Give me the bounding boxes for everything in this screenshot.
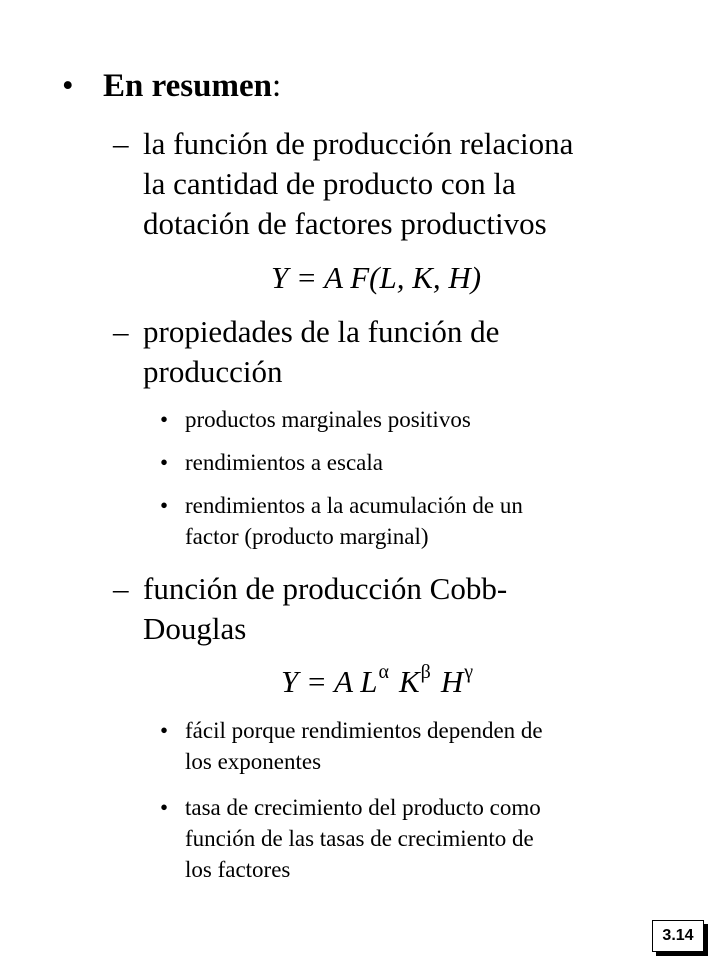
- item3-subitem-1-line-1: fácil porque rendimientos dependen de: [185, 718, 543, 743]
- item3-subitem-2-line-1: tasa de crecimiento del producto como: [185, 795, 541, 820]
- bullet-marker: •: [62, 68, 74, 104]
- gamma-exponent: γ: [464, 661, 474, 683]
- item2-subitem-3-line-1: rendimientos a la acumulación de un: [185, 493, 523, 518]
- alpha-exponent: α: [378, 661, 389, 683]
- cobb-douglas-formula: [281, 661, 483, 699]
- formula-base: Y = A L: [281, 664, 378, 699]
- beta-exponent: β: [420, 661, 431, 683]
- dash-marker: –: [113, 126, 129, 161]
- sub-bullet-marker: •: [160, 407, 169, 432]
- item3-subitem-2-line-3: los factores: [185, 857, 291, 882]
- item2-subitem-3-line-2: factor (producto marginal): [185, 524, 429, 549]
- item2-line-1: propiedades de la función de: [143, 314, 500, 349]
- formula-h: H: [440, 664, 464, 699]
- summary-heading: En resumen: [103, 68, 272, 104]
- item3-line-2: Douglas: [143, 611, 247, 646]
- item3-subitem-1-line-2: los exponentes: [185, 749, 322, 774]
- item3-line-1: función de producción Cobb-: [143, 571, 508, 606]
- dash-marker: –: [113, 571, 129, 606]
- sub-bullet-marker: •: [160, 795, 169, 820]
- item3-subitem-2-line-2: función de las tasas de crecimiento de: [185, 826, 534, 851]
- item2-subitem-1: productos marginales positivos: [185, 407, 471, 432]
- sub-bullet-marker: •: [160, 718, 169, 743]
- sub-bullet-marker: •: [160, 450, 169, 475]
- summary-colon: :: [272, 68, 282, 104]
- summary-heading-line: [103, 70, 281, 103]
- item1-line-3: dotación de factores productivos: [143, 206, 547, 241]
- item1-line-1: la función de producción relaciona: [143, 126, 574, 161]
- dash-marker: –: [113, 314, 129, 349]
- item1-line-2: la cantidad de producto con la: [143, 166, 516, 201]
- slide-number-badge: 3.14: [652, 920, 704, 952]
- formula-k: K: [398, 664, 420, 699]
- item2-subitem-2: rendimientos a escala: [185, 450, 383, 475]
- production-function-formula: Y = A F(L, K, H): [271, 260, 482, 295]
- sub-bullet-marker: •: [160, 493, 169, 518]
- item2-line-2: producción: [143, 354, 283, 389]
